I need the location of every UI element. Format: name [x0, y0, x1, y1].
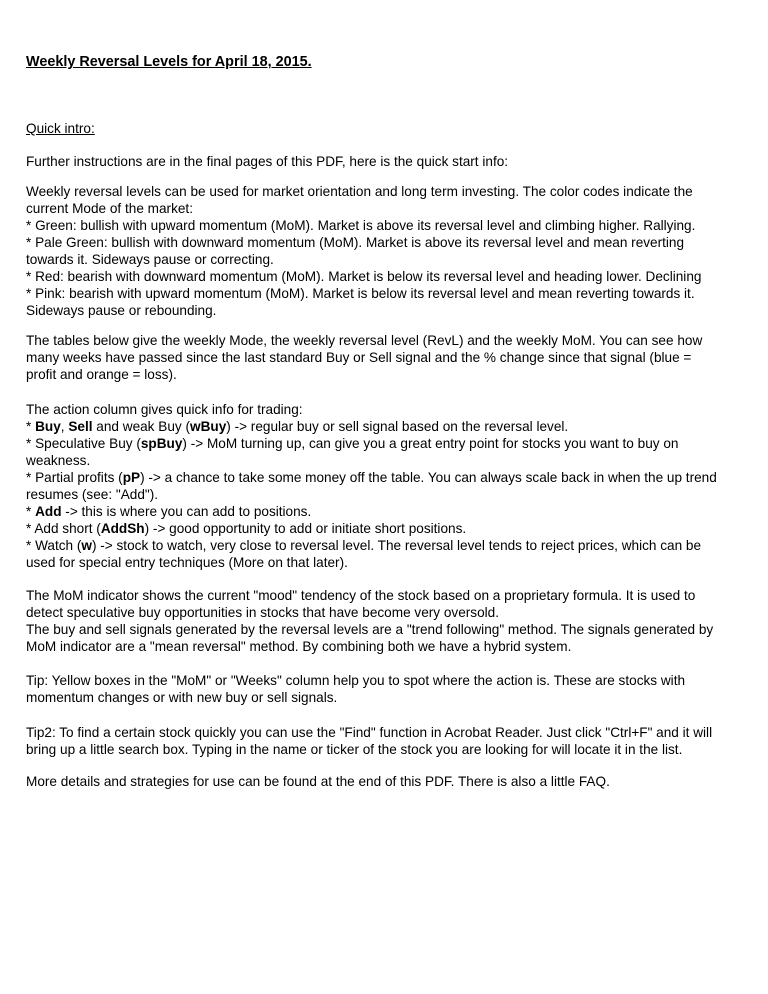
text-line: Sideways pause or rebounding. — [26, 303, 217, 318]
term-wbuy: wBuy — [190, 419, 227, 434]
action-pp-line — [26, 469, 748, 486]
tip-paragraph — [26, 672, 748, 706]
text-line: towards it. Sideways pause or correcting. — [26, 252, 274, 267]
action-buy-line — [26, 418, 748, 435]
text-fragment: * — [26, 504, 36, 519]
text-fragment: * Speculative Buy ( — [26, 436, 141, 451]
mode-pale-green-line: * Pale Green: bullish with downward momentum (MoM). Market is above its reversal level and mean reverting — [26, 235, 685, 250]
text-fragment: ) -> a chance to take some money off the table. You can always scale back in when the up trend — [140, 470, 717, 485]
document-title: Weekly Reversal Levels for April 18, 2015. — [26, 54, 312, 70]
text-line: The tables below give the weekly Mode, the weekly reversal level (RevL) and the weekly MoM. You can see how — [26, 333, 703, 348]
action-column-paragraph — [26, 401, 748, 571]
text-line: many weeks have passed since the last standard Buy or Sell signal and the % change since that signal (blue = — [26, 350, 692, 365]
mode-description-paragraph — [26, 183, 748, 319]
text-fragment: * Watch ( — [26, 538, 82, 553]
intro-heading: Quick intro: — [26, 121, 95, 136]
text-line: Tip2: To find a certain stock quickly you can use the "Find" function in Acrobat Reader. Just click "Ctrl+F" and it will — [26, 725, 713, 740]
action-watch-line — [26, 537, 748, 554]
term-sell: Sell — [68, 419, 93, 434]
text-fragment: ) -> good opportunity to add or initiate short positions. — [144, 521, 467, 536]
mode-red-line: * Red: bearish with downward momentum (MoM). Market is below its reversal level and heading lower. Declining — [26, 269, 702, 284]
action-addsh-line — [26, 520, 748, 537]
text-line: The MoM indicator shows the current "mood" tendency of the stock based on a proprietary formula. It is used to — [26, 588, 696, 603]
tables-description-paragraph — [26, 332, 748, 383]
term-watch: w — [81, 538, 92, 553]
text-line: Tip: Yellow boxes in the "MoM" or "Weeks" column help you to spot where the action is. These are stocks with — [26, 673, 686, 688]
text-line: More details and strategies for use can be found at the end of this PDF. There is also a little FAQ. — [26, 774, 610, 789]
text-fragment: ) -> stock to watch, very close to reversal level. The reversal level tends to reject prices, which can be — [91, 538, 702, 553]
text-line: weakness. — [26, 453, 91, 468]
text-line: used for special entry techniques (More on that later). — [26, 555, 348, 570]
term-buy: Buy — [35, 419, 61, 434]
tip2-paragraph — [26, 724, 748, 758]
text-fragment: and weak Buy ( — [92, 419, 190, 434]
text-fragment: , — [60, 419, 69, 434]
text-line: current Mode of the market: — [26, 201, 193, 216]
text-line: momentum changes or with new buy or sell signals. — [26, 690, 338, 705]
text-fragment: * Add short ( — [26, 521, 101, 536]
text-fragment: ) -> regular buy or sell signal based on the reversal level. — [226, 419, 569, 434]
mom-indicator-paragraph — [26, 587, 748, 655]
term-pp: pP — [122, 470, 141, 485]
term-spbuy: spBuy — [140, 436, 183, 451]
term-add: Add — [35, 504, 62, 519]
text-fragment: * — [26, 419, 36, 434]
action-spbuy-line — [26, 435, 748, 452]
text-line: The action column gives quick info for trading: — [26, 402, 303, 417]
text-line: The buy and sell signals generated by the reversal levels are a "trend following" method. The signals generated by — [26, 622, 714, 637]
text-fragment: ) -> MoM turning up, can give you a great entry point for stocks you want to buy on — [182, 436, 679, 451]
text-line: MoM indicator are a "mean reversal" method. By combining both we have a hybrid system. — [26, 639, 572, 654]
text-fragment: * Partial profits ( — [26, 470, 123, 485]
text-line: profit and orange = loss). — [26, 367, 177, 382]
mode-pink-line: * Pink: bearish with upward momentum (MoM). Market is below its reversal level and mean reverting towards it. — [26, 286, 695, 301]
text-line: detect speculative buy opportunities in stocks that have become very oversold. — [26, 605, 500, 620]
text-fragment: -> this is where you can add to positions. — [61, 504, 312, 519]
text-line: bring up a little search box. Typing in the name or ticker of the stock you are looking for will locate it in the list. — [26, 742, 683, 757]
intro-paragraph — [26, 153, 748, 170]
term-addsh: AddSh — [100, 521, 145, 536]
text-line: Weekly reversal levels can be used for market orientation and long term investing. The color codes indicate the — [26, 184, 693, 199]
text-line: resumes (see: "Add"). — [26, 487, 159, 502]
more-details-paragraph — [26, 773, 748, 790]
mode-green-line: * Green: bullish with upward momentum (MoM). Market is above its reversal level and climbing higher. Rallying. — [26, 218, 696, 233]
action-add-line — [26, 503, 748, 520]
text-line: Further instructions are in the final pages of this PDF, here is the quick start info: — [26, 154, 509, 169]
